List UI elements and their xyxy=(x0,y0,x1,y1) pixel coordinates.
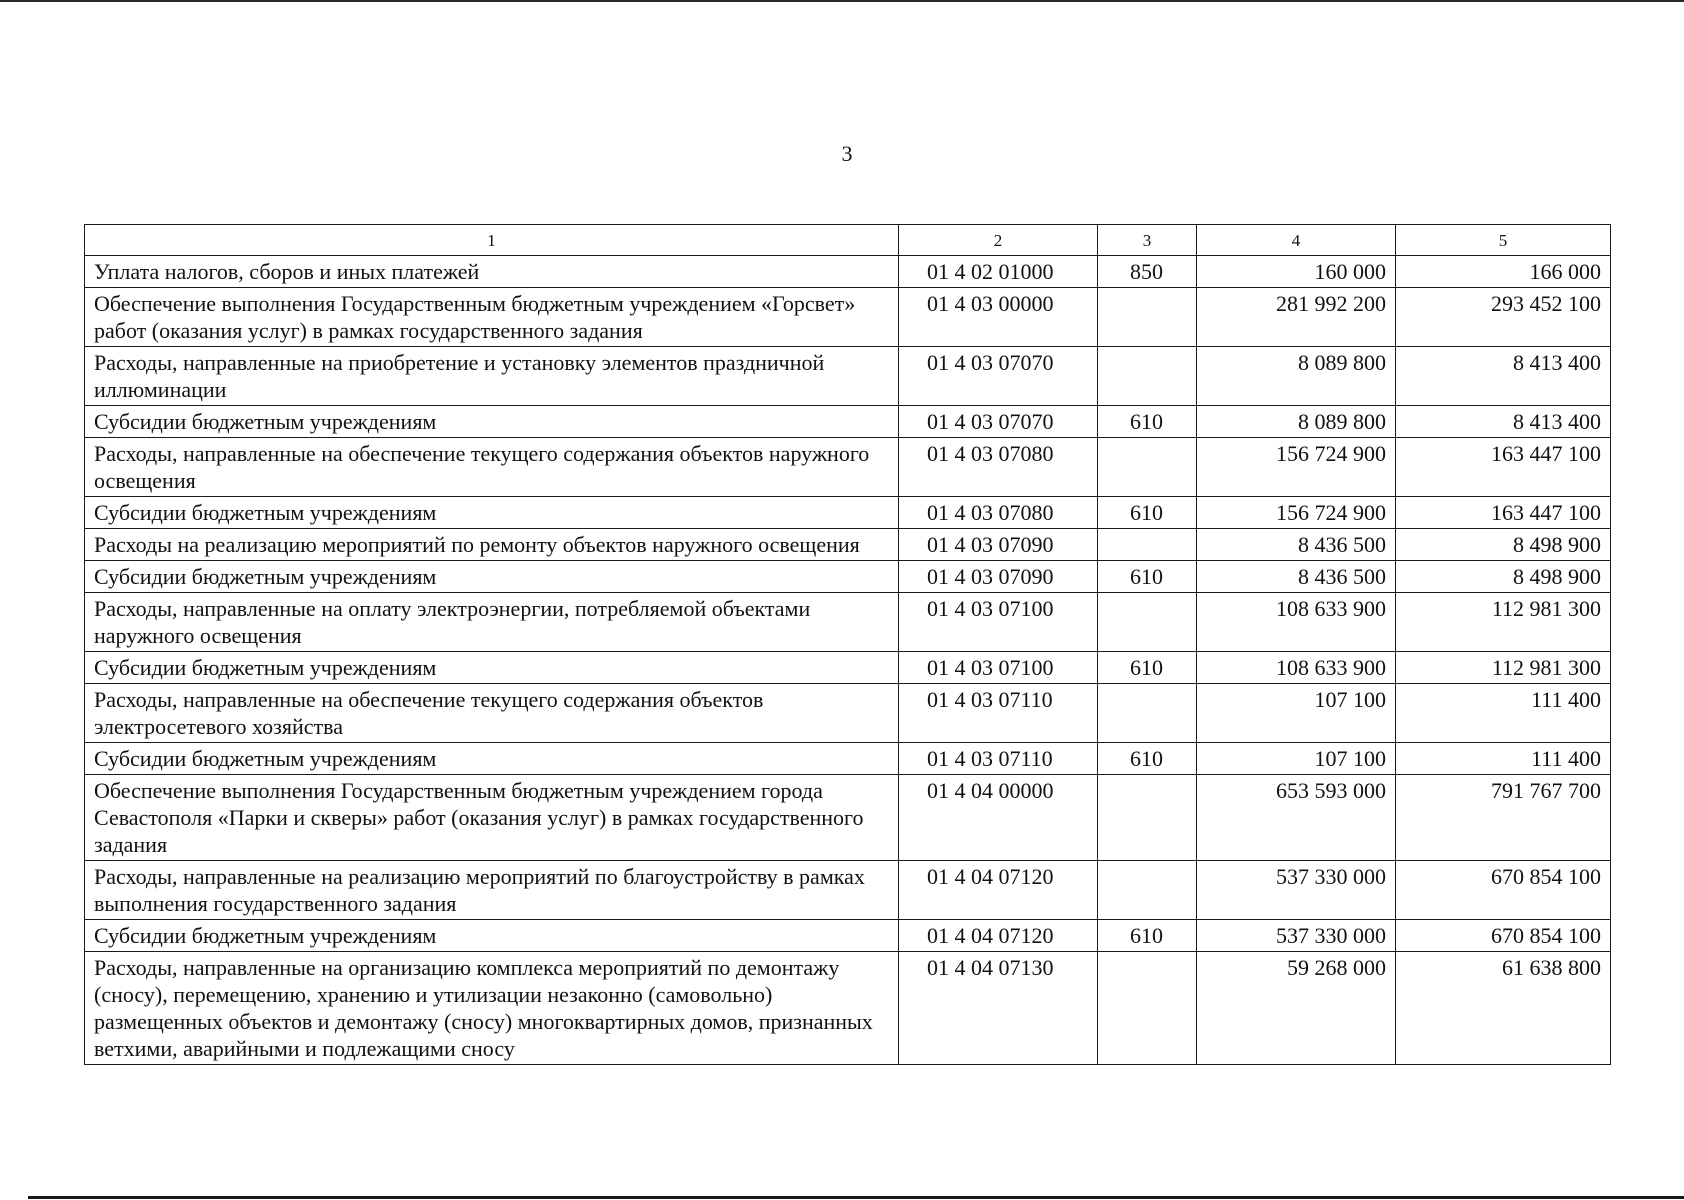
cell-expense-type: 610 xyxy=(1098,652,1197,684)
cell-description: Расходы, направленные на обеспечение текущего содержания объектов электросетевого хозяйства xyxy=(85,684,899,743)
table-row xyxy=(85,406,1611,438)
cell-expense-type: 610 xyxy=(1098,497,1197,529)
cell-code: 01 4 03 07090 xyxy=(899,529,1098,561)
cell-amount-col5: 112 981 300 xyxy=(1396,652,1611,684)
cell-expense-type xyxy=(1098,952,1197,1065)
cell-amount-col4: 108 633 900 xyxy=(1197,652,1396,684)
cell-amount-col5: 111 400 xyxy=(1396,684,1611,743)
cell-amount-col4: 8 089 800 xyxy=(1197,347,1396,406)
cell-code: 01 4 03 07080 xyxy=(899,497,1098,529)
cell-expense-type xyxy=(1098,593,1197,652)
cell-amount-col4: 653 593 000 xyxy=(1197,775,1396,861)
cell-description: Субсидии бюджетным учреждениям xyxy=(85,652,899,684)
table-row xyxy=(85,438,1611,497)
cell-expense-type xyxy=(1098,861,1197,920)
scan-edge-bottom xyxy=(28,1196,1684,1199)
cell-description: Расходы на реализацию мероприятий по ремонту объектов наружного освещения xyxy=(85,529,899,561)
cell-amount-col5: 111 400 xyxy=(1396,743,1611,775)
cell-description: Расходы, направленные на оплату электроэнергии, потребляемой объектами наружного освещения xyxy=(85,593,899,652)
cell-amount-col5: 8 498 900 xyxy=(1396,561,1611,593)
cell-amount-col5: 112 981 300 xyxy=(1396,593,1611,652)
cell-code: 01 4 03 07100 xyxy=(899,593,1098,652)
cell-amount-col4: 108 633 900 xyxy=(1197,593,1396,652)
cell-expense-type: 610 xyxy=(1098,743,1197,775)
cell-description: Субсидии бюджетным учреждениям xyxy=(85,561,899,593)
cell-description: Субсидии бюджетным учреждениям xyxy=(85,406,899,438)
cell-code: 01 4 04 07130 xyxy=(899,952,1098,1065)
cell-description: Субсидии бюджетным учреждениям xyxy=(85,920,899,952)
cell-code: 01 4 03 07110 xyxy=(899,743,1098,775)
header-col-1: 1 xyxy=(85,225,899,256)
cell-amount-col4: 8 089 800 xyxy=(1197,406,1396,438)
cell-code: 01 4 03 07070 xyxy=(899,347,1098,406)
table-row xyxy=(85,743,1611,775)
budget-table xyxy=(84,224,1611,1065)
cell-expense-type xyxy=(1098,347,1197,406)
cell-expense-type: 610 xyxy=(1098,406,1197,438)
cell-amount-col4: 537 330 000 xyxy=(1197,920,1396,952)
table-row xyxy=(85,593,1611,652)
cell-code: 01 4 03 07100 xyxy=(899,652,1098,684)
cell-description: Расходы, направленные на реализацию мероприятий по благоустройству в рамках выполнения государственного задания xyxy=(85,861,899,920)
cell-amount-col4: 107 100 xyxy=(1197,743,1396,775)
cell-amount-col4: 8 436 500 xyxy=(1197,561,1396,593)
table-header xyxy=(85,225,1611,256)
table-row xyxy=(85,775,1611,861)
table-row xyxy=(85,920,1611,952)
table-body xyxy=(85,256,1611,1065)
cell-code: 01 4 02 01000 xyxy=(899,256,1098,288)
cell-amount-col4: 281 992 200 xyxy=(1197,288,1396,347)
cell-description: Расходы, направленные на организацию комплекса мероприятий по демонтажу (сносу), перемещению, хранению и утилизации незаконно (самовольно) размещенных объектов и демонтажу (сносу) многоквартирных домов, признанных ветхими, аварийными и подлежащими сносу xyxy=(85,952,899,1065)
cell-description: Субсидии бюджетным учреждениям xyxy=(85,743,899,775)
cell-description: Расходы, направленные на обеспечение текущего содержания объектов наружного освещения xyxy=(85,438,899,497)
table-row xyxy=(85,529,1611,561)
cell-amount-col4: 537 330 000 xyxy=(1197,861,1396,920)
table-row xyxy=(85,347,1611,406)
cell-expense-type xyxy=(1098,775,1197,861)
cell-amount-col5: 163 447 100 xyxy=(1396,497,1611,529)
cell-description: Обеспечение выполнения Государственным бюджетным учреждением города Севастополя «Парки и скверы» работ (оказания услуг) в рамках государственного задания xyxy=(85,775,899,861)
table-row xyxy=(85,561,1611,593)
cell-amount-col4: 59 268 000 xyxy=(1197,952,1396,1065)
table-row xyxy=(85,652,1611,684)
table-row xyxy=(85,861,1611,920)
cell-code: 01 4 03 07110 xyxy=(899,684,1098,743)
cell-amount-col4: 156 724 900 xyxy=(1197,497,1396,529)
header-col-2: 2 xyxy=(899,225,1098,256)
cell-expense-type xyxy=(1098,529,1197,561)
cell-expense-type xyxy=(1098,288,1197,347)
table-row xyxy=(85,288,1611,347)
cell-amount-col5: 163 447 100 xyxy=(1396,438,1611,497)
cell-amount-col4: 156 724 900 xyxy=(1197,438,1396,497)
header-row xyxy=(85,225,1611,256)
cell-code: 01 4 03 00000 xyxy=(899,288,1098,347)
header-col-3: 3 xyxy=(1098,225,1197,256)
table-row xyxy=(85,952,1611,1065)
cell-expense-type: 610 xyxy=(1098,920,1197,952)
cell-code: 01 4 04 07120 xyxy=(899,920,1098,952)
cell-description: Обеспечение выполнения Государственным бюджетным учреждением «Горсвет» работ (оказания услуг) в рамках государственного задания xyxy=(85,288,899,347)
cell-code: 01 4 03 07070 xyxy=(899,406,1098,438)
scan-edge-top xyxy=(0,0,1684,2)
cell-code: 01 4 03 07090 xyxy=(899,561,1098,593)
header-col-5: 5 xyxy=(1396,225,1611,256)
cell-description: Субсидии бюджетным учреждениям xyxy=(85,497,899,529)
cell-amount-col5: 8 498 900 xyxy=(1396,529,1611,561)
cell-amount-col5: 670 854 100 xyxy=(1396,861,1611,920)
cell-expense-type: 610 xyxy=(1098,561,1197,593)
cell-code: 01 4 04 07120 xyxy=(899,861,1098,920)
cell-amount-col4: 8 436 500 xyxy=(1197,529,1396,561)
table-row xyxy=(85,497,1611,529)
cell-code: 01 4 04 00000 xyxy=(899,775,1098,861)
header-col-4: 4 xyxy=(1197,225,1396,256)
table-row xyxy=(85,684,1611,743)
cell-description: Расходы, направленные на приобретение и установку элементов праздничной иллюминации xyxy=(85,347,899,406)
cell-expense-type xyxy=(1098,438,1197,497)
table-row xyxy=(85,256,1611,288)
cell-amount-col5: 791 767 700 xyxy=(1396,775,1611,861)
cell-expense-type xyxy=(1098,684,1197,743)
cell-code: 01 4 03 07080 xyxy=(899,438,1098,497)
page-number: 3 xyxy=(841,141,853,166)
cell-amount-col5: 61 638 800 xyxy=(1396,952,1611,1065)
cell-amount-col5: 8 413 400 xyxy=(1396,347,1611,406)
cell-amount-col5: 166 000 xyxy=(1396,256,1611,288)
cell-expense-type: 850 xyxy=(1098,256,1197,288)
cell-amount-col5: 8 413 400 xyxy=(1396,406,1611,438)
cell-amount-col5: 670 854 100 xyxy=(1396,920,1611,952)
cell-amount-col4: 107 100 xyxy=(1197,684,1396,743)
cell-amount-col4: 160 000 xyxy=(1197,256,1396,288)
cell-amount-col5: 293 452 100 xyxy=(1396,288,1611,347)
cell-description: Уплата налогов, сборов и иных платежей xyxy=(85,256,899,288)
